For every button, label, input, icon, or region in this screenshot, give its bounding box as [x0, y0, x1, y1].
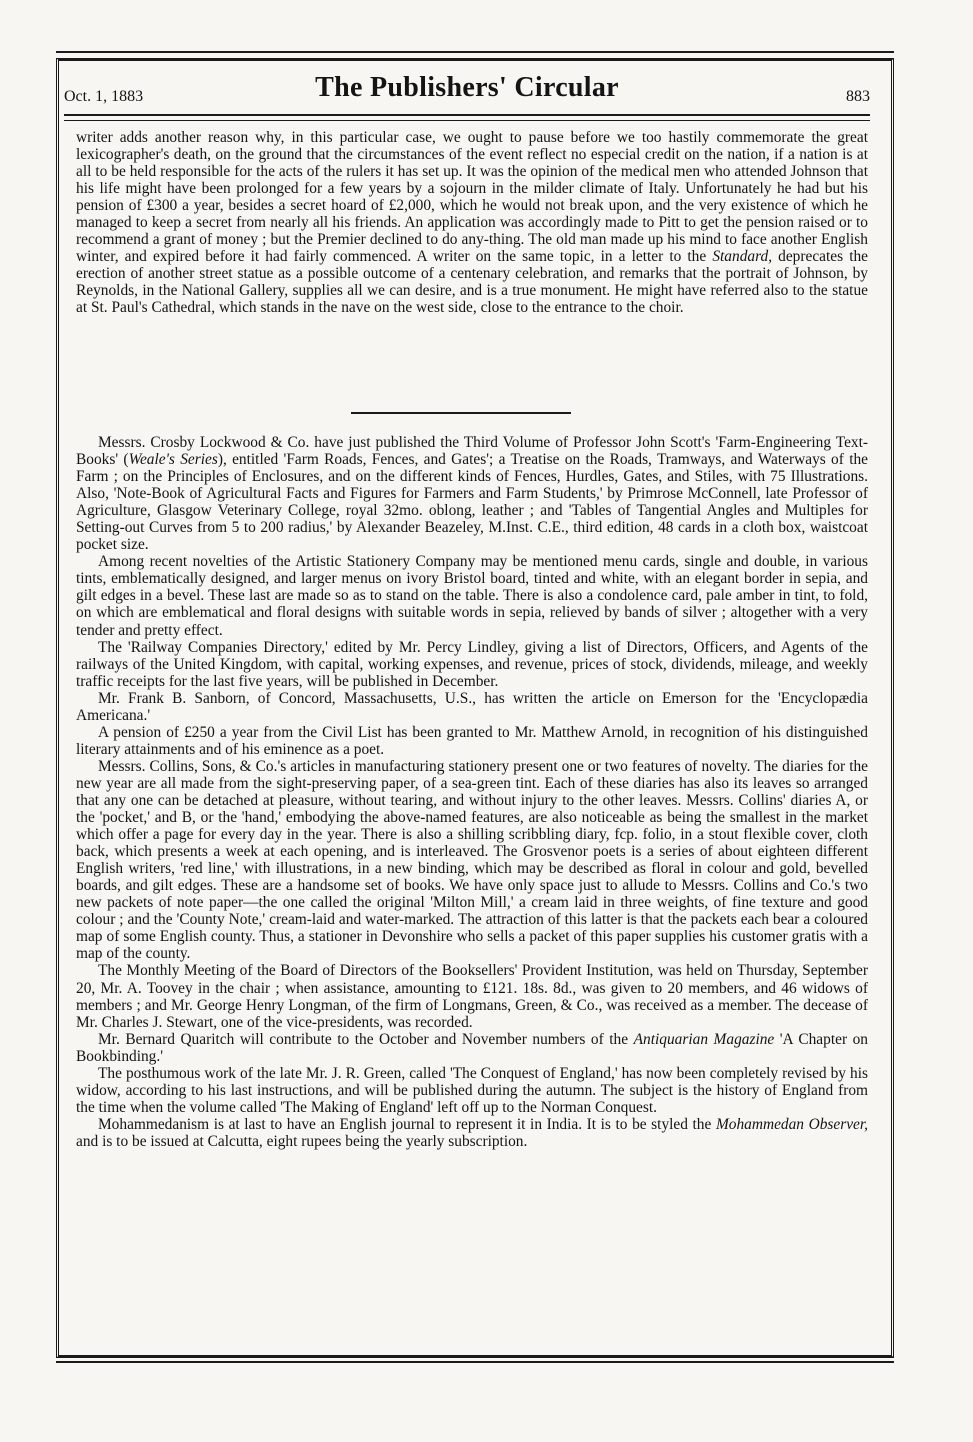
note-artistic-stationery: Among recent novelties of the Artistic Stationery Company may be mentioned menu cards, single and double, in various tints, emblematically designed, and larger menus on ivory Bristol board, tinted and white, with an elegant border in sepia, and gilt edges in a bevel. These last are made so as to stand on the table. There is also a condolence card, pale amber in tint, to fold, on which are emblematical and floral designs with suitable words in sepia, relieved by bands of silver ; altogether with a very tender and pretty effect. — [76, 553, 868, 639]
section-divider — [351, 412, 571, 414]
note-arnold-pension: A pension of £250 a year from the Civil List has been granted to Mr. Matthew Arnold, in recognition of his distinguished literary attainments and of his eminence as a poet. — [76, 723, 868, 758]
standard-title: Standard, — [712, 248, 773, 266]
news-notes — [76, 434, 868, 1150]
note-crosby-lockwood: Messrs. Crosby Lockwood & Co. have just published the Third Volume of Professor John Scott's 'Farm-Engineering Text-Books' (Weale's Series), entitled 'Farm Roads, Fences, and Gates'; a Treatise on the Roads, Tramways, and Waterways of the Farm ; on the Principles of Enclosures, and on the different kinds of Fences, Hurdles, Gates, and Stiles, with 75 Illustrations. Also, 'Note-Book of Agricultural Facts and Figures for Farmers and Farm Students,' by Primrose McConnell, late Professor of Agriculture, Glasgow Veterinary College, royal 32mo. oblong, leather ; and 'Tables of Tangential Angles and Multiples for Setting-out Curves from 5 to 200 radius,' by Alexander Beazeley, M.Inst. C.E., third edition, 48 cards in a cloth box, waistcoat pocket size. — [76, 434, 868, 554]
note-railway-directory: The 'Railway Companies Directory,' edited by Mr. Percy Lindley, giving a list of Directors, Officers, and Agents of the railways of the United Kingdom, with capital, working expenses, and revenue, prices of stock, dividends, mileage, and weekly traffic receipts for the last five years, will be published in December. — [76, 638, 868, 690]
header-date: Oct. 1, 1883 — [64, 88, 144, 105]
page-header — [64, 72, 870, 112]
johnson-paragraph: writer adds another reason why, in this particular case, we ought to pause before we too hastily commemorate the great lexicographer's death, on the ground that the circumstances of the event reflect no especial credit on the nation, if a nation is at all to be held responsible for the acts of the rulers it has set up. It was the opinion of the medical men who attended Johnson that his life might have been prolonged for a few years by a sojourn in the milder climate of Italy. Unfortunately he had but his pension of £300 a year, besides a secret hoard of £2,000, which he would not break upon, and the very existence of which he managed to keep a secret from nearly all his friends. An application was accordingly made to Pitt to get the pension raised or to recommend a grant of money ; but the Premier declined to do any-thing. The old man made up his mind to face another English winter, and expired before it had fairly commenced. A writer on the same topic, in a letter to the Standard, deprecates the erection of another street statue as a possible outcome of a centenary celebration, and remarks that the portrait of Johnson, by Reynolds, in the National Gallery, supplies all we can desire, and is a true monument. He might have referred also to the statue at St. Paul's Cathedral, which stands in the nave on the west side, close to the entrance to the choir. — [76, 129, 868, 317]
johnson-article — [76, 129, 868, 317]
note-green: The posthumous work of the late Mr. J. R. Green, called 'The Conquest of England,' has now been completely revised by his widow, according to his last instructions, and will be published during the autumn. The subject is the history of England from the time when the volume called 'The Making of England' left off up to the Norman Conquest. — [76, 1064, 868, 1116]
page-number: 883 — [846, 88, 870, 105]
page-title: The Publishers' Circular — [315, 72, 619, 103]
note-sanborn: Mr. Frank B. Sanborn, of Concord, Massachusetts, U.S., has written the article on Emerson for the 'Encyclopædia Americana.' — [76, 689, 868, 724]
note-monthly-meeting: The Monthly Meeting of the Board of Directors of the Booksellers' Provident Institution, was held on Thursday, September 20, Mr. A. Toovey in the chair ; when assistance, amounting to £121. 18s. 8d., was given to 20 members, and 46 widows of members ; and Mr. George Henry Longman, of the firm of Longmans, Green, & Co., was received as a member. The decease of Mr. Charles J. Stewart, one of the vice-presidents, was recorded. — [76, 962, 868, 1031]
note-mohammedanism: Mohammedanism is at last to have an English journal to represent it in India. It is to be styled the Mohammedan Observer, and is to be issued at Calcutta, eight rupees being the yearly subscription. — [76, 1115, 868, 1150]
note-quaritch: Mr. Bernard Quaritch will contribute to the October and November numbers of the Antiquarian Magazine 'A Chapter on Bookbinding.' — [76, 1030, 868, 1065]
note-collins: Messrs. Collins, Sons, & Co.'s articles in manufacturing stationery present one or two features of novelty. The diaries for the new year are all made from the sight-preserving paper, of a sea-green tint. Each of these diaries has also its leaves so arranged that any one can be detached at pleasure, without tearing, and without injury to the other leaves. Messrs. Collins' diaries A, or the 'pocket,' and B, or the 'hand,' embodying the above-named features, are also noticeable as being the smallest in the market which offer a page for every day in the year. There is also a shilling scribbling diary, fcp. folio, in a stout flexible cover, cloth back, which presents a week at each opening, and is interleaved. The Grosvenor poets is a series of about eighteen different English writers, 'red line,' with illustrations, in a new binding, which may be described as floral in colour and gold, bevelled boards, and gilt edges. These are a handsome set of books. We have only space just to allude to Messrs. Collins and Co.'s two new packets of note paper—the one called the original 'Milton Mill,' a cream laid in three weights, of fine texture and good colour ; and the 'County Note,' cream-laid and water-marked. The attraction of this latter is that the packets each bear a coloured map of some English county. Thus, a stationer in Devonshire who sells a packet of this paper supplies his customer gratis with a map of the county. — [76, 757, 868, 963]
header-rule — [64, 114, 870, 121]
